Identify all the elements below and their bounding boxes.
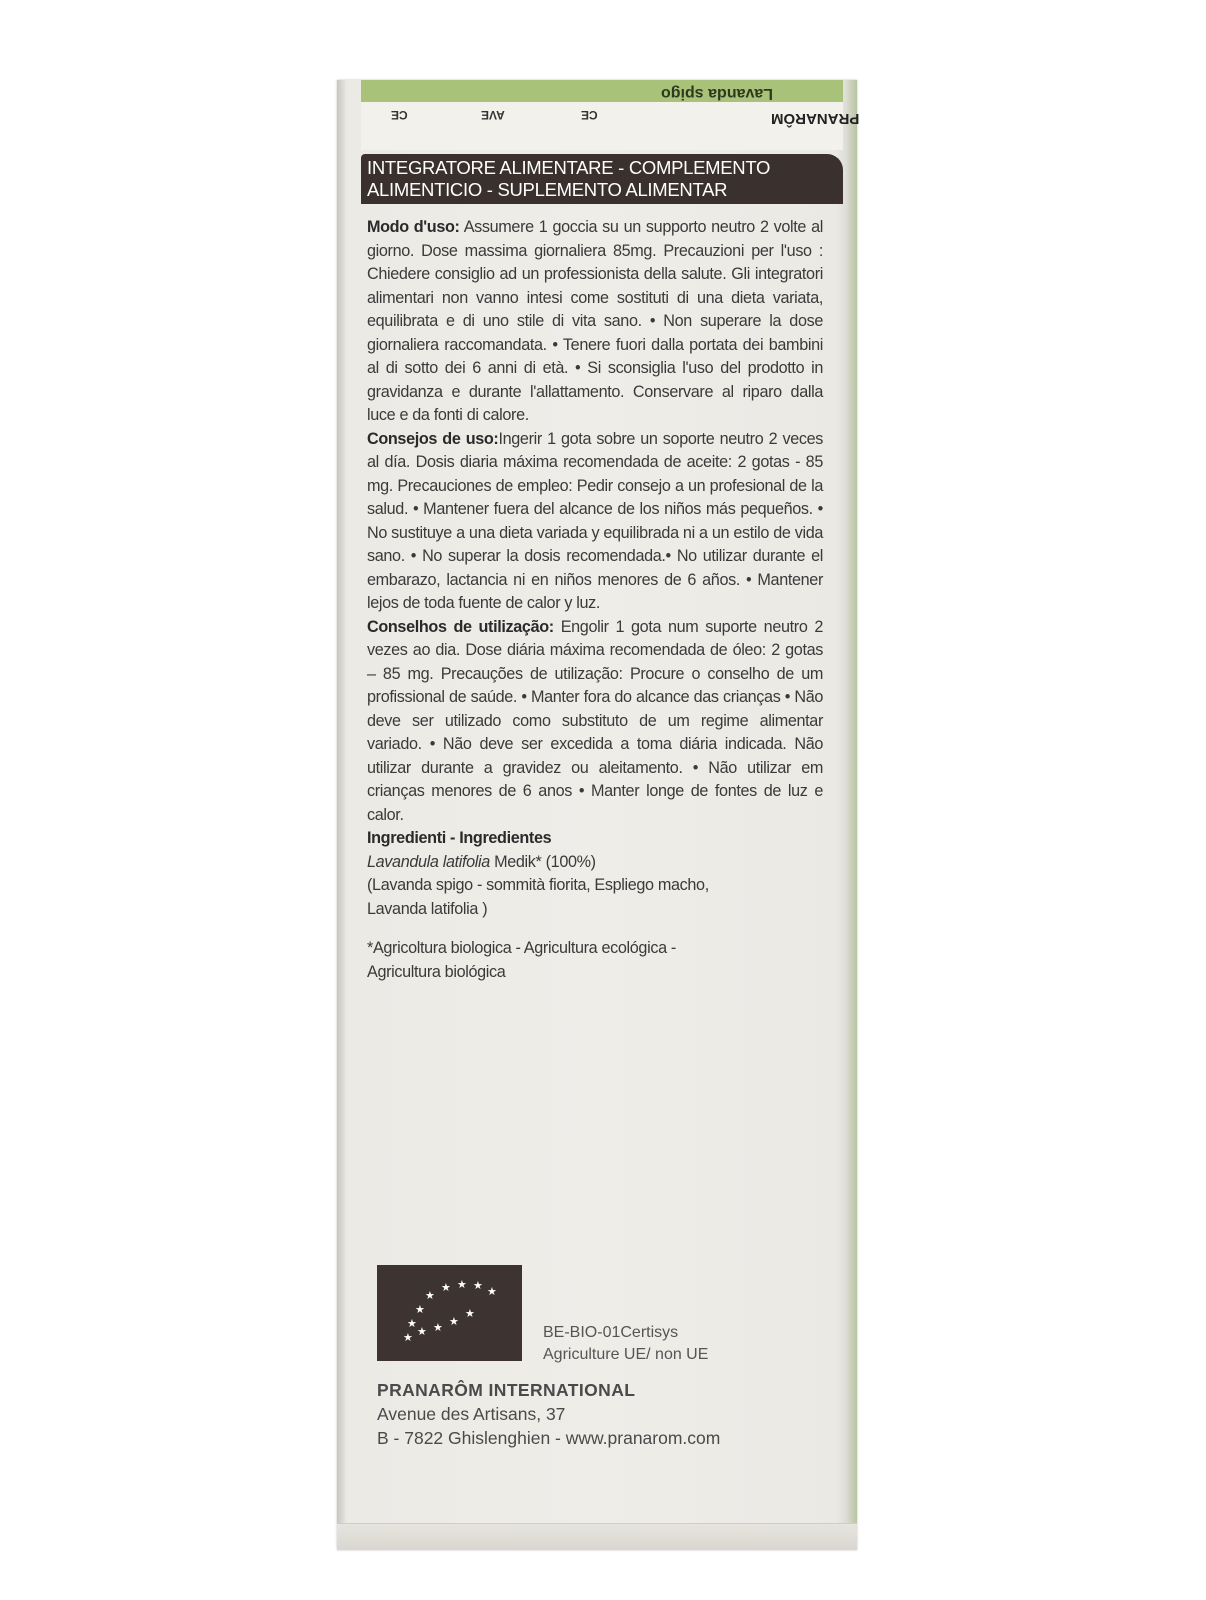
cert-origin: Agriculture UE/ non UE — [543, 1346, 709, 1363]
footnote-line-2: Agricultura biológica — [367, 962, 506, 981]
svg-text:★: ★ — [407, 1317, 417, 1330]
usage-it-text: Assumere 1 goccia su un supporto neutro 2 volte al giorno. Dose massima giornaliera 85mg. Precauzioni per l'uso : Chiedere consiglio ad un professionista della salute. Gli integratori alimentari non vanno intesi come sostituti di una dieta variata, equilibrata e di uno stile di vita sano. • Non superare la dose giornaliera raccomandata. • Tenere fuori dalla portata dei bambini al di sotto dei 6 anni di età. • Si sconsiglia l'uso del prodotto in gravidanza e durante l'allattamento. Conservare al riparo dalla luce e da fonti di calore. — [367, 218, 823, 424]
flap-brand: PRANARÔM — [771, 110, 860, 127]
common-names-2: Lavanda latifolia ) — [367, 899, 488, 918]
usage-es-text: Ingerir 1 gota sobre un soporte neutro 2 veces al día. Dosis diaria máxima recomendada de aceite: 2 gotas - 85 mg. Precauciones de empleo: Pedir consejo a un profesional de la salud. • Mantener fuera del alcance de los niños más pequeños. • No sustituye a una dieta variada y equilibrada ni a un estilo de vida sano. • No superar la dosis recomendada.• No utilizar durante el embarazo, lactancia ni en niños menores de 6 años. • Mantener lejos de toda fuente de calor y luz. — [367, 429, 823, 612]
svg-text:★: ★ — [465, 1307, 475, 1320]
eu-organic-leaf-icon — [377, 1265, 522, 1361]
ingredients-species — [367, 851, 823, 875]
svg-text:★: ★ — [457, 1278, 467, 1291]
usage-it-label: Modo d'uso: — [367, 218, 460, 236]
usage-es — [367, 428, 823, 616]
flap-product-name: Lavanda spigo — [661, 85, 774, 102]
svg-text:★: ★ — [425, 1289, 435, 1302]
cert-code: BE-BIO-01Certisys — [543, 1324, 679, 1341]
svg-text:★: ★ — [487, 1285, 497, 1298]
usage-pt-label: Conselhos de utilização: — [367, 617, 554, 636]
top-flap — [361, 80, 860, 150]
usage-es-label: Consejos de uso: — [367, 429, 499, 448]
ingredients-heading: Ingredienti - Ingredientes — [367, 829, 552, 847]
product-box — [337, 80, 860, 1550]
svg-text:★: ★ — [403, 1331, 413, 1344]
company-city-web: B - 7822 Ghislenghien - www.pranarom.com — [377, 1428, 721, 1448]
product-type-banner — [361, 154, 843, 204]
footnote-line-1: *Agricoltura biologica - Agricultura ecológica - — [367, 939, 676, 957]
usage-pt-text: Engolir 1 gota num suporte neutro 2 vezes ao dia. Dose diária máxima recomendada de óleo: 2 gotas – 85 mg. Precauções de utilização: Procure o conselho de um profissional de saúde. • Manter fora do alcance das crianças • Não deve ser utilizado como substituto de um regime alimentar variado. • Não deve ser excedida a toma diária indicada. Não utilizar durante a gravidez ou aleitamento. • Não utilizar em crianças menores de 6 anos • Manter longe de fontes de luz e calor. — [367, 617, 823, 824]
box-right-edge — [845, 80, 857, 1550]
eu-organic-leaf-svg — [377, 1265, 522, 1361]
common-names-1: (Lavanda spigo - sommità fiorita, Espliego macho, — [367, 876, 709, 894]
organic-footnote — [367, 937, 823, 984]
svg-text:★: ★ — [415, 1303, 425, 1316]
species-suffix: Medik* (100%) — [489, 852, 596, 871]
flap-code-1: CE — [391, 108, 408, 122]
species-name: Lavandula latifolia — [367, 852, 490, 871]
svg-text:★: ★ — [449, 1315, 459, 1328]
company-name: PRANARÔM INTERNATIONAL — [377, 1380, 636, 1400]
banner-line-2: ALIMENTICIO - SUPLEMENTO ALIMENTAR — [367, 179, 728, 200]
label-text — [367, 216, 823, 984]
flap-code-3: CE — [581, 108, 598, 122]
box-left-edge — [337, 80, 345, 1550]
svg-text:★: ★ — [417, 1325, 427, 1338]
company-street: Avenue des Artisans, 37 — [377, 1404, 566, 1424]
usage-it — [367, 216, 823, 428]
flap-code-2: AVE — [481, 108, 505, 122]
svg-text:★: ★ — [473, 1279, 483, 1292]
banner-line-1: INTEGRATORE ALIMENTARE - COMPLEMENTO — [367, 157, 771, 178]
certification-info — [543, 1322, 708, 1366]
svg-text:★: ★ — [433, 1321, 443, 1334]
company-address — [377, 1378, 720, 1450]
svg-text:★: ★ — [441, 1281, 451, 1294]
usage-pt — [367, 616, 823, 828]
box-bottom-edge — [337, 1523, 857, 1550]
